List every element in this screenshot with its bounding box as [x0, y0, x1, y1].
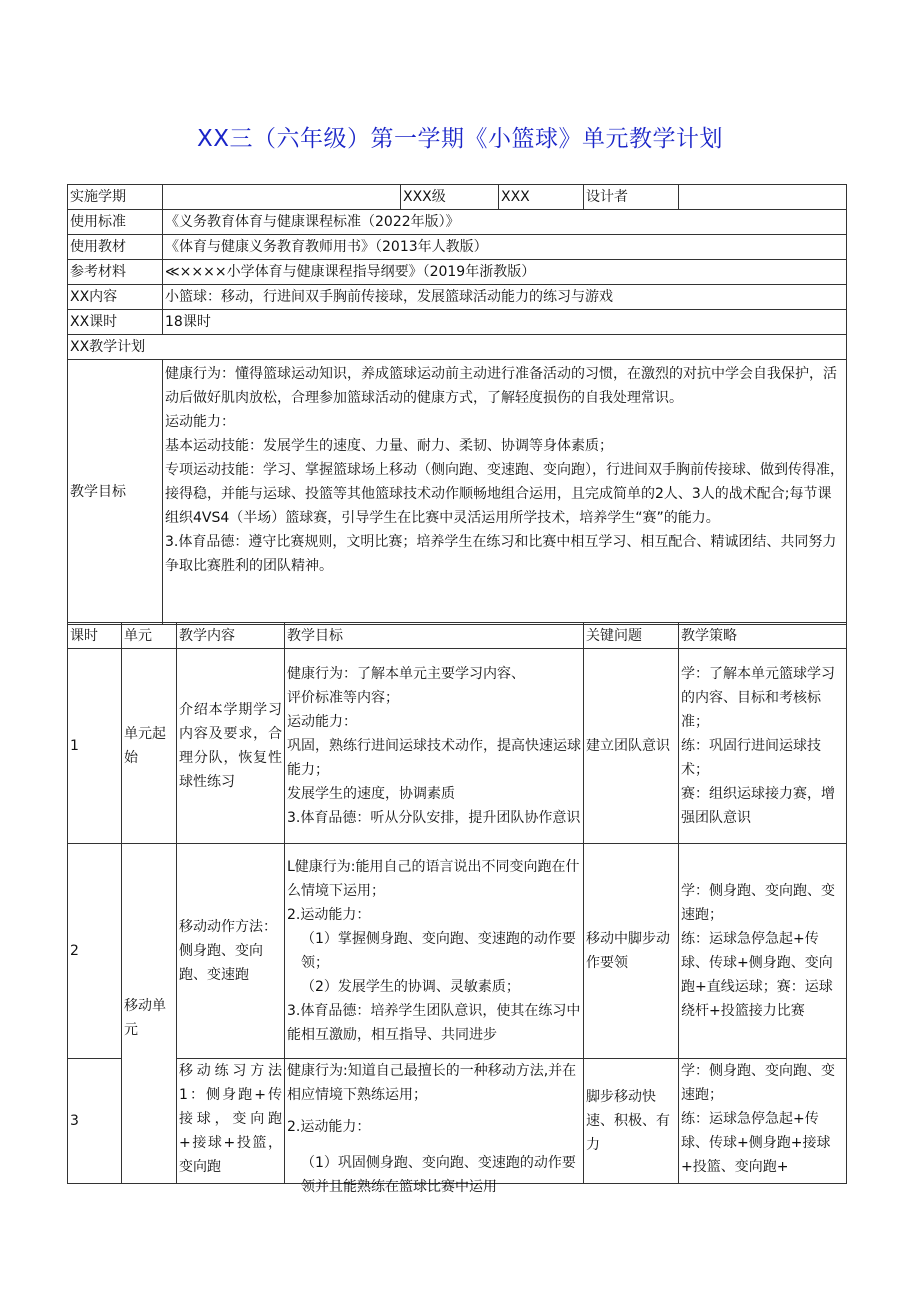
goal-line: 评价标准等内容；	[287, 690, 399, 706]
goals-label: 教学目标	[68, 360, 163, 625]
designer-label: 设计者	[584, 185, 679, 210]
textbook-label: 使用教材	[68, 235, 163, 260]
reference-label: 参考材料	[68, 260, 163, 285]
goal-line: L健康行为:能用自己的语言说出不同变向跑在什么情境下运用；	[287, 859, 580, 899]
strategy-line: 练：运球急停急起+传球、传球+侧身跑、变向跑+直线运球；赛：运球绕杆+投篮接力比赛	[681, 931, 833, 1019]
hours-value: 18课时	[163, 310, 847, 335]
reference-value: ≪××××小学体育与健康课程指导纲要》（2019年浙教版）	[163, 260, 847, 285]
goal-line: 健康行为:知道自己最擅长的一种移动方法,并在相应情境下熟练运用；	[287, 1063, 577, 1103]
content-value: 小篮球：移动，行进间双手胸前传接球，发展篮球活动能力的练习与游戏	[163, 285, 847, 310]
header-hour: 课时	[68, 623, 122, 649]
header-content: 教学内容	[177, 623, 285, 649]
lesson-strategy	[679, 649, 847, 844]
lesson-strategy	[679, 844, 847, 1059]
header-unit: 单元	[122, 623, 177, 649]
goals-text	[163, 360, 847, 625]
lesson-content: 移动动作方法：侧身跑、变向跑、变速跑	[177, 844, 285, 1059]
hours-label: XX课时	[68, 310, 163, 335]
goal-line: （2）发展学生的协调、灵敏素质；	[301, 979, 520, 995]
goal-line: 3.体育品德：培养学生团队意识，使其在练习中能相互激励，相互指导、共同进步	[287, 1003, 581, 1043]
goal-line: （1）掌握侧身跑、变向跑、变速跑的动作要领；	[301, 931, 576, 971]
lesson-goals	[285, 844, 584, 1059]
designer-value	[679, 185, 847, 210]
plan-label: XX教学计划	[68, 335, 847, 360]
lesson-unit: 移动单元	[122, 844, 177, 1184]
strategy-line: 学：侧身跑、变向跑、变速跑；	[681, 883, 835, 923]
header-key: 关键问题	[584, 623, 679, 649]
standard-label: 使用标准	[68, 210, 163, 235]
table-row	[68, 844, 847, 1059]
lesson-content: 介绍本学期学习内容及要求，合理分队，恢复性球性练习	[177, 649, 285, 844]
goal-item: 基本运动技能：发展学生的速度、力量、耐力、柔韧、协调等身体素质；	[165, 438, 613, 454]
lesson-content	[177, 1059, 285, 1184]
standard-value: 《义务教育体育与健康课程标准（2022年版）》	[163, 210, 847, 235]
goal-line: 2.运动能力：	[287, 1119, 371, 1135]
strategy-line: 练：运球急停急起+传球、传球+侧身跑+接球+投篮、变向跑+	[681, 1111, 831, 1175]
table-row	[68, 649, 847, 844]
goal-item: 3.体育品德：遵守比赛规则，文明比赛；培养学生在练习和比赛中相互学习、相互配合、精诚团结、共同努力争取比赛胜利的团队精神。	[165, 534, 837, 574]
strategy-line: 学：了解本单元篮球学习的内容、目标和考核标准；	[681, 666, 835, 730]
goal-item: 运动能力：	[165, 414, 235, 430]
header-goals: 教学目标	[285, 623, 584, 649]
goal-line: 巩固，熟练行进间运球技术动作，提高快速运球能力；	[287, 738, 581, 778]
goal-line: 2.运动能力：	[287, 907, 371, 923]
lesson-goals	[285, 1059, 584, 1195]
textbook-value: 《体育与健康义务教育教师用书》（2013年人教版）	[163, 235, 847, 260]
info-table	[67, 184, 847, 625]
lesson-key: 脚步移动快速、积极、有力	[584, 1059, 679, 1184]
term-label: 实施学期	[68, 185, 163, 210]
content-text: 移动练习方法1：侧身跑+传接球，变向跑+接球+投篮，变向跑	[179, 1063, 282, 1175]
goal-item: 健康行为：懂得篮球运动知识，养成篮球运动前主动进行准备活动的习惯，在激烈的对抗中学会自我保护，活动后做好肌肉放松，合理参加篮球活动的健康方式，了解轻度损伤的自我处理常识。	[165, 366, 837, 406]
content-label: XX内容	[68, 285, 163, 310]
lesson-unit: 单元起始	[122, 649, 177, 844]
lesson-strategy	[679, 1059, 847, 1184]
lesson-hour: 1	[68, 649, 122, 844]
page-title: XX三（六年级）第一学期《小篮球》单元教学计划	[196, 126, 723, 152]
term-value	[163, 185, 401, 210]
goal-line: 运动能力：	[287, 714, 357, 730]
strategy-line: 赛：组织运球接力赛，增强团队意识	[681, 786, 835, 826]
lesson-hour: 2	[68, 844, 122, 1059]
goal-line: （1）巩固侧身跑、变向跑、变速跑的动作要领并且能熟练在篮球比赛中运用	[301, 1155, 576, 1195]
goal-line: 健康行为：了解本单元主要学习内容、	[287, 666, 525, 682]
strategy-line: 学：侧身跑、变向跑、变速跑；	[681, 1063, 835, 1103]
goal-line: 发展学生的速度，协调素质	[287, 786, 455, 802]
lesson-table	[67, 622, 847, 1195]
goal-item: 专项运动技能：学习、掌握篮球场上移动（侧向跑、变速跑、变向跑），行进间双手胸前传接球、做到传得准，接得稳，并能与运球、投篮等其他篮球技术动作顺畅地组合运用，且完成简单的2人、3人的战术配合;每节课组织4VS4（半场）篮球赛，引导学生在比赛中灵活运用所学技术，培养学生“赛”的能力。	[165, 462, 844, 526]
class-value: XXX	[499, 185, 584, 210]
table-row	[68, 1059, 847, 1184]
goal-line: 3.体育品德：听从分队安排，提升团队协作意识	[287, 810, 581, 826]
lesson-goals	[285, 649, 584, 844]
strategy-line: 练：巩固行进间运球技术；	[681, 738, 821, 778]
header-strategy: 教学策略	[679, 623, 847, 649]
lesson-hour: 3	[68, 1059, 122, 1184]
grade-value: XXX级	[401, 185, 499, 210]
lesson-key: 建立团队意识	[584, 649, 679, 844]
lesson-key: 移动中脚步动作要领	[584, 844, 679, 1059]
